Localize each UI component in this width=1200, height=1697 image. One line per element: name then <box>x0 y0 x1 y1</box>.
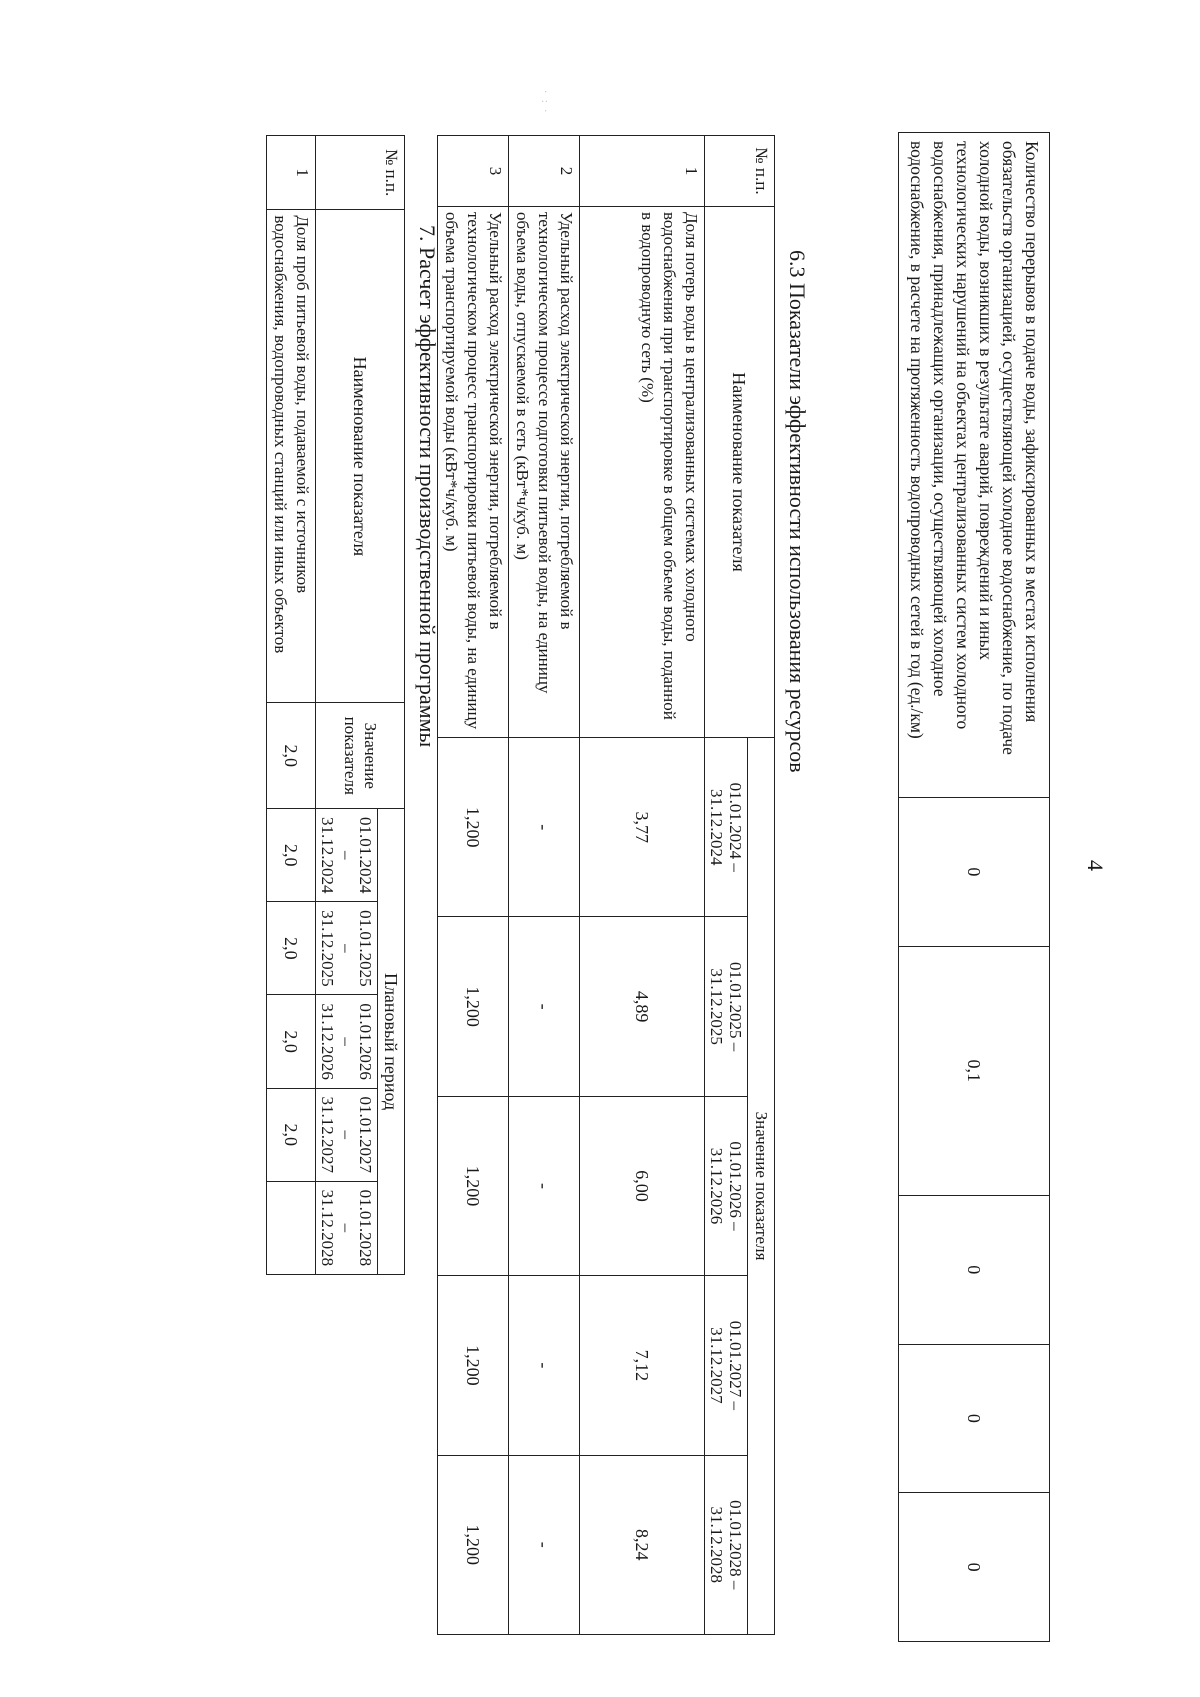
value-cell: 2,0 <box>267 809 316 902</box>
row-name: Удельный расход электрической энергии, потребляемой в технологическом процесс транспортировки питьевой воды, на единицу объема транспортируемой воды (кВт*ч/куб. м) <box>438 207 509 738</box>
value-cell <box>267 1181 316 1274</box>
row-name: Доля потерь воды в централизованных системах холодного водоснабжения при транспортировке в общем объеме воды, поданной в водопроводную сеть (%) <box>580 207 705 738</box>
header-num: № п.п. <box>316 136 405 210</box>
row-name: Удельный расход электрической энергии, потребляемой в технологическом процессе подготовки питьевой воды, на единицу объема воды, отпускаемой в сеть (кВт*ч/куб. м) <box>509 207 580 738</box>
period-header: 01.01.2026 – 31.12.2026 <box>316 995 378 1088</box>
value-cell: 0 <box>899 798 1050 947</box>
table-row <box>899 133 1050 1642</box>
resources-efficiency-table <box>437 135 775 1635</box>
table-header-row <box>748 136 775 1635</box>
value-cell: 1,200 <box>438 917 509 1096</box>
value-cell: 0,1 <box>899 946 1050 1195</box>
value-cell: 7,12 <box>580 1276 705 1455</box>
row-num: 2 <box>509 136 580 207</box>
value-cell: - <box>509 1096 580 1275</box>
period-header: 01.01.2028 – 31.12.2028 <box>705 1455 748 1634</box>
header-plan: Плановый период <box>378 809 405 1275</box>
header-name: Наименование показателя <box>316 210 405 703</box>
row-num: 3 <box>438 136 509 207</box>
row-num: 1 <box>267 136 316 210</box>
row-name: Доля проб питьевой воды, подаваемой с источников водоснабжения, водопроводных станций или иных объектов <box>267 210 316 703</box>
period-header: 01.01.2026 – 31.12.2026 <box>705 1096 748 1275</box>
table-row <box>509 136 580 1635</box>
header-name: Наименование показателя <box>705 207 775 738</box>
header-num: № п.п. <box>705 136 775 207</box>
period-header: 01.01.2024 – 31.12.2024 <box>316 809 378 902</box>
period-header: 01.01.2028 – 31.12.2028 <box>316 1181 378 1274</box>
value-cell: - <box>509 738 580 917</box>
value-cell: 1,200 <box>438 1455 509 1634</box>
table-header-row <box>378 136 405 1275</box>
period-header: 01.01.2027 – 31.12.2027 <box>705 1276 748 1455</box>
section-title-7: 7. Расчет эффективности производственной программы <box>415 225 440 748</box>
page-number: 4 <box>1083 860 1108 871</box>
table-row <box>580 136 705 1635</box>
table-row <box>267 136 316 1275</box>
value-cell: 0 <box>899 1195 1050 1344</box>
value-cell: - <box>509 917 580 1096</box>
value-cell: 8,24 <box>580 1455 705 1634</box>
period-header: 01.01.2025 – 31.12.2025 <box>705 917 748 1096</box>
period-header: 01.01.2027 – 31.12.2027 <box>316 1088 378 1181</box>
production-program-table <box>266 135 405 1275</box>
value-cell: - <box>509 1455 580 1634</box>
value-cell: - <box>509 1276 580 1455</box>
value-cell: 6,00 <box>580 1096 705 1275</box>
header-value: Значение показателя <box>316 703 405 809</box>
value-cell: 1,200 <box>438 1276 509 1455</box>
value-cell: 0 <box>899 1344 1050 1493</box>
value-cell: 3,77 <box>580 738 705 917</box>
value-cell: 4,89 <box>580 917 705 1096</box>
value-cell: 2,0 <box>267 1088 316 1181</box>
row-num: 1 <box>580 136 705 207</box>
value-cell: 0 <box>899 1493 1050 1642</box>
period-header: 01.01.2025 – 31.12.2025 <box>316 902 378 995</box>
value-cell: 1,200 <box>438 738 509 917</box>
row-name: Количество перерывов в подаче воды, зафиксированных в местах исполнения обязательств организацией, осуществляющей холодное водоснабжение, по подаче холодной воды, возникших в результате аварий, повреждений и иных технологических нарушений на объектах централизованных систем холодного водоснабжения, принадлежащих организации, осуществляющей холодное водоснабжение, в расчете на протяженность водопроводных сетей в год (ед./км) <box>899 133 1050 798</box>
section-title-6-3: 6.3 Показатели эффективности использования ресурсов <box>785 250 810 773</box>
period-header: 01.01.2024 – 31.12.2024 <box>705 738 748 917</box>
value-cell: 1,200 <box>438 1096 509 1275</box>
value-cell: 2,0 <box>267 995 316 1088</box>
header-value: Значение показателя <box>748 738 775 1635</box>
table-row <box>438 136 509 1635</box>
value-cell: 2,0 <box>267 902 316 995</box>
value-cell: 2,0 <box>267 703 316 809</box>
continuation-table <box>898 132 1050 1642</box>
scan-artifact: · : · <box>539 90 550 115</box>
